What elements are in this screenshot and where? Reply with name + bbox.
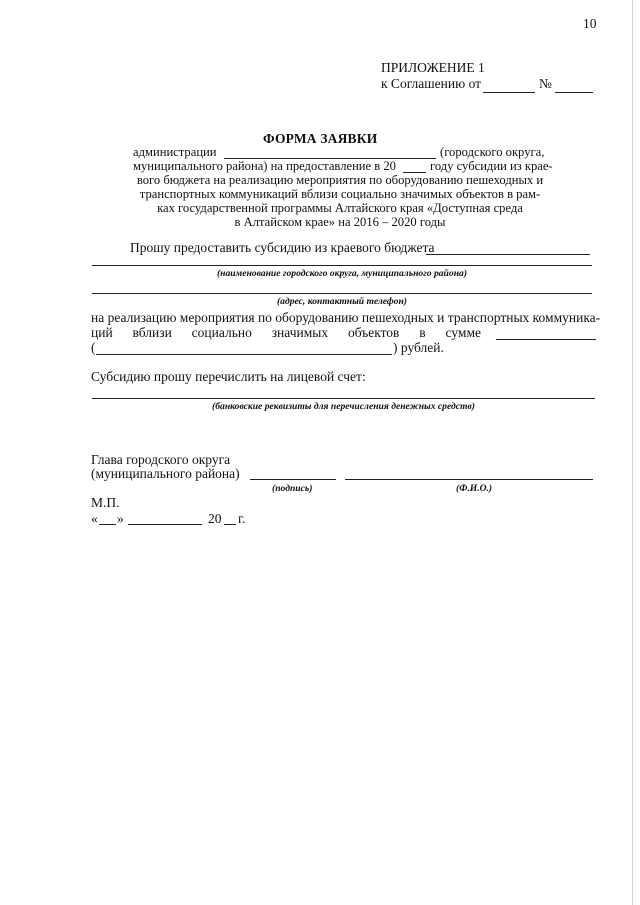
form-title: ФОРМА ЗАЯВКИ xyxy=(263,131,378,146)
intro-line-6: в Алтайском крае» на 2016 – 2020 годы xyxy=(234,215,446,229)
year-suffix-blank xyxy=(224,524,236,525)
appendix-agreement-label: к Соглашению от xyxy=(381,76,482,91)
amount-digits-blank xyxy=(496,339,596,340)
head-title-line-2: (муниципального района) xyxy=(91,466,240,481)
purpose-word: объектов xyxy=(347,325,400,340)
head-title-line-1: Глава городского округа xyxy=(91,452,231,467)
intro-line-3: вого бюджета на реализацию мероприятия по оборудованию пешеходных и xyxy=(136,173,544,187)
purpose-word: ций xyxy=(91,325,113,340)
agreement-date-blank xyxy=(483,92,535,93)
purpose-word: в xyxy=(419,325,426,340)
intro-line-4: транспортных коммуникаций вблизи социально значимых объектов в рам- xyxy=(139,187,541,201)
date-year-prefix: 20 xyxy=(208,511,222,526)
purpose-word: вблизи xyxy=(132,325,172,340)
appendix-title: ПРИЛОЖЕНИЕ 1 xyxy=(381,60,485,75)
purpose-word: значимых xyxy=(271,325,329,340)
caption-signature: (подпись) xyxy=(272,483,313,494)
intro-line-2a: муниципального района) на предоставление в 20 xyxy=(133,159,396,173)
date-year-suffix: г. xyxy=(238,511,246,526)
agreement-number-blank xyxy=(555,92,593,93)
day-blank xyxy=(99,524,116,525)
amount-rubles: ) рублей. xyxy=(393,340,444,355)
amount-words-blank xyxy=(96,354,392,355)
address-line xyxy=(92,293,592,294)
caption-fio: (Ф.И.О.) xyxy=(456,483,493,494)
municipality-name-line xyxy=(92,265,592,266)
bank-details-line xyxy=(92,398,595,399)
purpose-word: сумме xyxy=(445,325,481,340)
intro-line-5: ках государственной программы Алтайского края «Доступная среда xyxy=(157,201,523,215)
fio-blank xyxy=(345,479,593,480)
purpose-line-1: на реализацию мероприятия по оборудованию пешеходных и транспортных коммуника- xyxy=(91,310,601,325)
caption-municipality-name: (наименование городского округа, муниципального района) xyxy=(216,268,468,279)
caption-address: (адрес, контактный телефон) xyxy=(276,296,407,307)
number-sign: № xyxy=(539,76,552,91)
stamp-label: М.П. xyxy=(91,495,120,510)
month-blank xyxy=(128,524,202,525)
page-edge xyxy=(632,0,633,905)
caption-bank-details: (банковские реквизиты для перечисления денежных средств) xyxy=(212,401,475,412)
page-number: 10 xyxy=(583,16,597,31)
account-text: Субсидию прошу перечислить на лицевой счет: xyxy=(91,369,366,384)
intro-municipality-type: (городского округа, xyxy=(440,145,545,159)
amount-open-paren: ( xyxy=(91,340,96,355)
purpose-word: социально xyxy=(191,325,252,340)
request-blank xyxy=(426,254,590,255)
intro-line-2b: году субсидии из крае- xyxy=(430,159,553,173)
request-text: Прошу предоставить субсидию из краевого бюджета xyxy=(130,240,435,255)
intro-administration: администрации xyxy=(133,145,217,159)
date-close-quote: » xyxy=(117,511,124,526)
purpose-line-2 xyxy=(91,325,481,340)
date-open-quote: « xyxy=(91,511,98,526)
signature-blank xyxy=(250,479,336,480)
